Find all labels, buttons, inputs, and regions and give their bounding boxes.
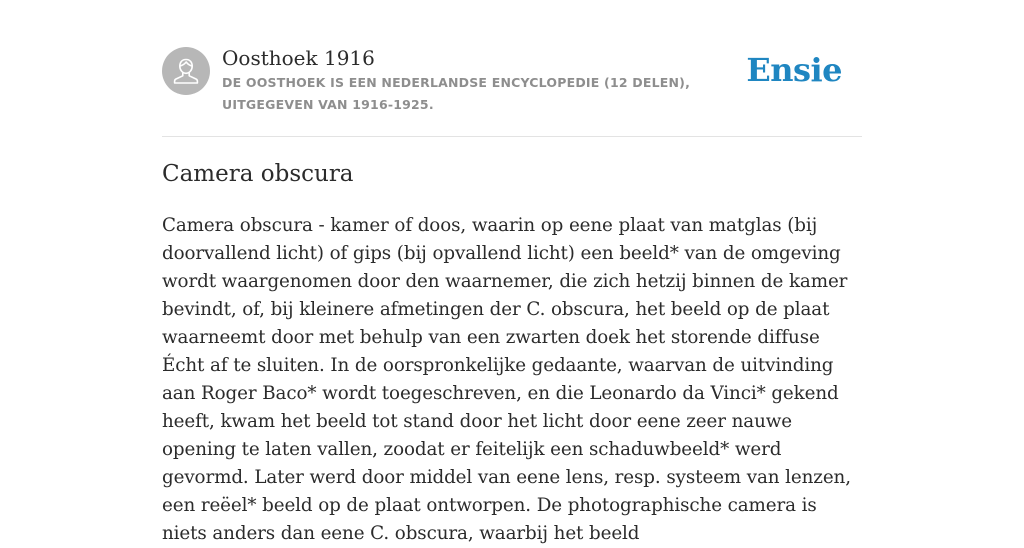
ensie-logo[interactable]: Ensie [746, 51, 842, 89]
source-avatar[interactable] [162, 47, 210, 95]
source-description: DE OOSTHOEK IS EEN NEDERLANDSE ENCYCLOPEDIE (12 DELEN), UITGEGEVEN VAN 1916-1925. [222, 75, 691, 112]
article-title: Camera obscura [162, 161, 354, 187]
article-body: Camera obscura - kamer of doos, waarin op eene plaat van matglas (bij doorvallend licht) of gips (bij opvallend licht) een beeld* van de omgeving wordt waargenomen door den waarnemer, die zich hetzij binnen de kamer bevindt, of, bij kleinere afmetingen der C. obscura, het beeld op de plaat waarneemt door met behulp van een zwarten doek het storende diffuse Écht af te sluiten. In de oorspronkelijke gedaante, waarvan de uitvinding aan Roger Baco* wordt toegeschreven, en die Leonardo da Vinci* gekend heeft, kwam het beeld tot stand door het licht door eene zeer nauwe opening te laten vallen, zoodat er feitelijk een schaduwbeeld* werd gevormd. Later werd door middel van eene lens, resp. systeem van lenzen, een reëel* beeld op de plaat ontworpen. De photographische camera is niets anders dan eene C. obscura, waarbij het beeld [162, 215, 851, 544]
source-header [162, 46, 862, 137]
source-name[interactable]: Oosthoek 1916 [222, 46, 375, 70]
user-silhouette-icon [162, 47, 210, 95]
